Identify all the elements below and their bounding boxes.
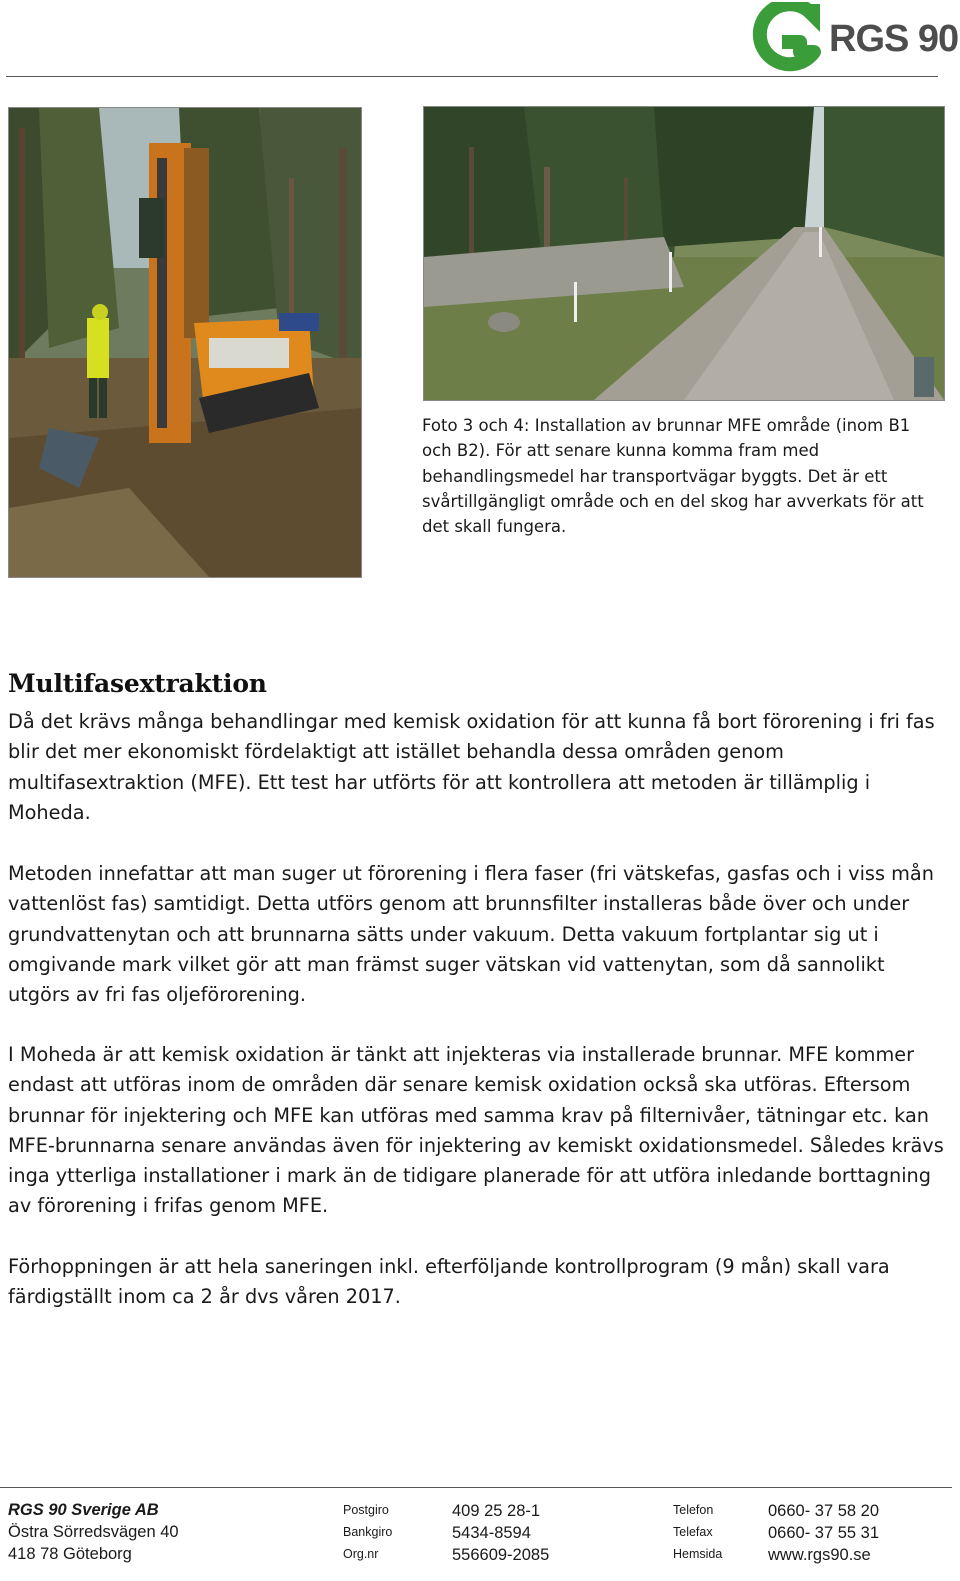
section-heading: Multifasextraktion — [8, 669, 267, 698]
footer-address-street: Östra Sörredsvägen 40 — [8, 1523, 179, 1541]
footer-orgnr-value: 556609-2085 — [452, 1546, 550, 1564]
photo-drilling-rig — [8, 107, 362, 578]
footer-company-name: RGS 90 Sverige AB — [8, 1501, 159, 1519]
footer-bankgiro-label: Bankgiro — [343, 1525, 393, 1539]
footer-postgiro-label: Postgiro — [343, 1503, 389, 1517]
paragraph-4: Förhoppningen är att hela saneringen inkl. efterföljande kontrollprogram (9 mån) skall vara färdigställt inom ca 2 år dvs våren 2017. — [8, 1255, 890, 1309]
footer-telefon-label: Telefon — [673, 1503, 714, 1517]
paragraph-3: I Moheda är att kemisk oxidation är tänkt att injekteras via installerade brunnar. MFE kommer endast att utföras inom de områden där senare kemisk oxidation också ska utföras. Eftersom brunnar för injektering och MFE kan utföras med samma krav på filternivåer, tätningar etc. kan MFE-brunnarna senare användas även för injektering av kemiskt oxidationsmedel. Således krävs inga ytterliga installationer i mark än de tidigare planerade för att utföra inledande borttagning av förorening i frifas genom MFE. — [8, 1043, 944, 1218]
footer-divider — [0, 1487, 952, 1488]
paragraph-1: Då det krävs många behandlingar med kemisk oxidation för att kunna få bort förorening i fri fas blir det mer ekonomiskt fördelaktigt att istället behandla dessa områden genom multifasextraktion (MFE). Ett test har utförts för att kontrollera att metoden är tillämplig i Moheda. — [8, 710, 935, 824]
logo-g-arrow-icon — [742, 2, 828, 72]
footer-hemsida-label: Hemsida — [673, 1547, 723, 1561]
footer-address-city: 418 78 Göteborg — [8, 1545, 132, 1563]
logo-text: RGS 90 — [829, 18, 959, 60]
footer-postgiro-value: 409 25 28-1 — [452, 1502, 541, 1520]
footer-bankgiro-value: 5434-8594 — [452, 1524, 531, 1542]
footer-orgnr-label: Org.nr — [343, 1547, 379, 1561]
footer-telefax-value: 0660- 37 55 31 — [768, 1524, 880, 1542]
paragraph-2: Metoden innefattar att man suger ut förorening i flera faser (fri vätskefas, gasfas och i viss mån vattenlöst fas) samtidigt. Detta utförs genom att brunnsfilter installeras både över och under grundvattenytan och att brunnarna sätts under vakuum. Detta vakuum fortplantar sig ut i omgivande mark vilket gör att man främst suger vätskan vid vattenytan, som då sannolikt utgörs av fri fas oljeförorening. — [8, 862, 934, 1007]
footer-hemsida-link[interactable]: www.rgs90.se — [768, 1546, 871, 1564]
footer-telefon-value: 0660- 37 58 20 — [768, 1502, 880, 1520]
footer-telefax-label: Telefax — [673, 1525, 713, 1539]
photo-caption: Foto 3 och 4: Installation av brunnar MFE område (inom B1 och B2). För att senare kunna komma fram med behandlingsmedel har transportvägar byggts. Det är ett svårtillgängligt område och en del skog har avverkats för att det skall fungera. — [422, 416, 924, 537]
photo-transport-road — [423, 106, 945, 401]
header-divider — [6, 76, 938, 77]
